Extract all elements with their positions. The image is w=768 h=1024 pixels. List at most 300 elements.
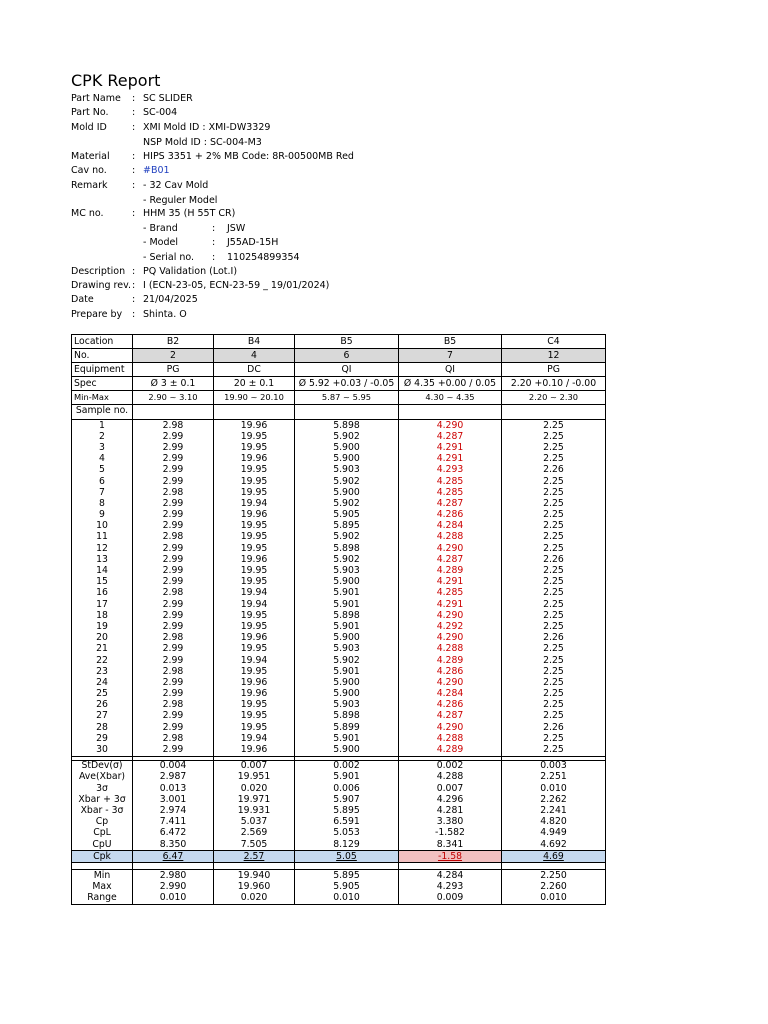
header-value: HIPS 3351 + 2% MB Code: 8R-00500MB Red — [143, 151, 354, 162]
stat-value: 0.004 — [133, 760, 214, 772]
header-label: Remark — [71, 180, 108, 191]
header-colon: : — [132, 294, 136, 305]
sample-value: 5.900 — [295, 442, 399, 453]
sample-value: 2.99 — [133, 711, 214, 722]
stat-value: 2.974 — [133, 805, 214, 816]
mc-detail-label: - Serial no. — [143, 252, 195, 263]
sample-value: 5.902 — [295, 655, 399, 666]
stat-value: 2.251 — [502, 772, 606, 783]
header-label: Drawing rev. — [71, 280, 131, 291]
header-value: SC-004 — [143, 107, 178, 118]
sample-value: 19.95 — [214, 532, 295, 543]
sample-row — [72, 498, 606, 509]
equipment-row-label: Equipment — [72, 363, 133, 377]
sample-number: 29 — [72, 733, 133, 744]
sample-value: 5.898 — [295, 711, 399, 722]
sample-value: 2.25 — [502, 744, 606, 756]
sample-value: 5.901 — [295, 588, 399, 599]
location-row-cell: B5 — [295, 335, 399, 349]
summary-label: Max — [72, 882, 133, 893]
sample-row — [72, 442, 606, 453]
blank-cell — [295, 863, 399, 870]
header-value: HHM 35 (H 55T CR) — [143, 208, 236, 219]
sample-value: 4.288 — [399, 532, 502, 543]
sample-number: 26 — [72, 700, 133, 711]
header-colon: : — [132, 280, 136, 291]
sample-header-cell — [399, 405, 502, 420]
header-colon: : — [132, 266, 136, 277]
sample-number: 5 — [72, 465, 133, 476]
stat-value: 0.002 — [399, 760, 502, 772]
stat-value: -1.582 — [399, 828, 502, 839]
cpk-row — [72, 851, 606, 863]
location-row-cell: B2 — [133, 335, 214, 349]
sample-number: 9 — [72, 510, 133, 521]
mc-detail-value: 110254899354 — [227, 252, 300, 263]
sample-row — [72, 431, 606, 442]
sample-value: 4.287 — [399, 498, 502, 509]
sample-value: 19.95 — [214, 521, 295, 532]
spec-row-label: Spec — [72, 377, 133, 391]
stat-label: 3σ — [72, 783, 133, 794]
summary-value: 4.293 — [399, 882, 502, 893]
sample-value: 2.25 — [502, 420, 606, 432]
no-row-label: No. — [72, 349, 133, 363]
sample-value: 2.25 — [502, 442, 606, 453]
sample-value: 5.902 — [295, 554, 399, 565]
sample-value: 4.287 — [399, 554, 502, 565]
header-label: Material — [71, 151, 110, 162]
sample-row — [72, 543, 606, 554]
sample-value: 4.290 — [399, 610, 502, 621]
sample-value: 5.900 — [295, 677, 399, 688]
mc-detail-value: J55AD-15H — [227, 237, 279, 248]
sample-value: 2.99 — [133, 465, 214, 476]
equipment-row-cell: DC — [214, 363, 295, 377]
sample-number: 30 — [72, 744, 133, 756]
sample-value: 4.287 — [399, 431, 502, 442]
stat-value: 6.472 — [133, 828, 214, 839]
sample-value: 4.291 — [399, 442, 502, 453]
stat-row — [72, 794, 606, 805]
sample-value: 2.25 — [502, 599, 606, 610]
sample-number: 12 — [72, 543, 133, 554]
spec-row-cell: Ø 4.35 +0.00 / 0.05 — [399, 377, 502, 391]
stat-row — [72, 760, 606, 772]
minmax-row-cell: 19.90 ~ 20.10 — [214, 391, 295, 405]
sample-number: 15 — [72, 577, 133, 588]
header-value: SC SLIDER — [143, 93, 193, 104]
stat-value: 0.020 — [214, 783, 295, 794]
summary-row — [72, 893, 606, 905]
sample-row — [72, 565, 606, 576]
sample-row — [72, 476, 606, 487]
sample-value: 4.290 — [399, 677, 502, 688]
sample-value: 19.95 — [214, 711, 295, 722]
sample-number: 19 — [72, 621, 133, 632]
mc-detail-colon: : — [212, 252, 216, 263]
location-row-cell: B5 — [399, 335, 502, 349]
stat-value: 5.907 — [295, 794, 399, 805]
sample-value: 5.903 — [295, 644, 399, 655]
sample-value: 4.291 — [399, 577, 502, 588]
sample-value: 2.25 — [502, 733, 606, 744]
header-value: PQ Validation (Lot.I) — [143, 266, 238, 277]
summary-value: 2.250 — [502, 870, 606, 882]
sample-value: 19.95 — [214, 476, 295, 487]
sample-row — [72, 487, 606, 498]
sample-number: 4 — [72, 454, 133, 465]
sample-value: 2.25 — [502, 644, 606, 655]
sample-number: 10 — [72, 521, 133, 532]
blank-cell — [214, 863, 295, 870]
minmax-row-cell: 5.87 ~ 5.95 — [295, 391, 399, 405]
sample-value: 19.96 — [214, 420, 295, 432]
stat-value: 4.820 — [502, 817, 606, 828]
sample-value: 5.900 — [295, 487, 399, 498]
sample-value: 2.98 — [133, 487, 214, 498]
sample-value: 2.25 — [502, 655, 606, 666]
stat-row — [72, 805, 606, 816]
header-label: Date — [71, 294, 94, 305]
sample-row — [72, 722, 606, 733]
sample-value: 2.99 — [133, 621, 214, 632]
sample-value: 19.95 — [214, 666, 295, 677]
sample-value: 19.95 — [214, 465, 295, 476]
stat-value: 0.006 — [295, 783, 399, 794]
report-title: CPK Report — [71, 71, 161, 90]
sample-value: 19.95 — [214, 621, 295, 632]
sample-value: 19.94 — [214, 599, 295, 610]
sample-value: 4.288 — [399, 644, 502, 655]
sample-value: 19.96 — [214, 677, 295, 688]
location-row-cell: B4 — [214, 335, 295, 349]
stat-value: 4.281 — [399, 805, 502, 816]
sample-value: 2.99 — [133, 521, 214, 532]
stat-row — [72, 772, 606, 783]
stat-value: 7.505 — [214, 839, 295, 851]
mc-detail-value: JSW — [227, 223, 246, 234]
sample-value: 2.98 — [133, 733, 214, 744]
sample-value: 2.99 — [133, 431, 214, 442]
cpk-label: Cpk — [72, 851, 133, 863]
mc-detail-colon: : — [212, 223, 216, 234]
sample-value: 2.99 — [133, 610, 214, 621]
cpk-value: -1.58 — [399, 851, 502, 863]
sample-value: 5.898 — [295, 420, 399, 432]
sample-value: 5.902 — [295, 532, 399, 543]
sample-value: 5.900 — [295, 577, 399, 588]
summary-label: Range — [72, 893, 133, 905]
spec-row-cell: Ø 3 ± 0.1 — [133, 377, 214, 391]
stat-value: 2.241 — [502, 805, 606, 816]
minmax-row — [72, 391, 606, 405]
stat-value: 4.296 — [399, 794, 502, 805]
summary-value: 5.895 — [295, 870, 399, 882]
header-value-line2: NSP Mold ID : SC-004-M3 — [143, 136, 262, 148]
summary-row — [72, 882, 606, 893]
no-row-cell: 2 — [133, 349, 214, 363]
sample-value: 2.98 — [133, 420, 214, 432]
equipment-row-cell: PG — [502, 363, 606, 377]
sample-value: 5.903 — [295, 465, 399, 476]
sample-value: 5.905 — [295, 510, 399, 521]
sample-value: 19.96 — [214, 744, 295, 756]
sample-value: 2.99 — [133, 577, 214, 588]
blank-cell — [72, 863, 133, 870]
sample-number: 22 — [72, 655, 133, 666]
header-colon: : — [132, 208, 136, 219]
sample-row — [72, 532, 606, 543]
sample-number: 3 — [72, 442, 133, 453]
no-row-cell: 4 — [214, 349, 295, 363]
no-row-cell: 6 — [295, 349, 399, 363]
spec-row-cell: Ø 5.92 +0.03 / -0.05 — [295, 377, 399, 391]
sample-row — [72, 610, 606, 621]
stat-label: CpL — [72, 828, 133, 839]
sample-value: 2.26 — [502, 633, 606, 644]
sample-row — [72, 588, 606, 599]
sample-value: 19.96 — [214, 454, 295, 465]
sample-header-cell — [214, 405, 295, 420]
sample-row — [72, 744, 606, 756]
sample-number: 11 — [72, 532, 133, 543]
stat-value: 0.007 — [214, 760, 295, 772]
stat-row — [72, 839, 606, 851]
no-row-cell: 12 — [502, 349, 606, 363]
sample-value: 2.25 — [502, 454, 606, 465]
sample-value: 2.25 — [502, 689, 606, 700]
sample-value: 2.99 — [133, 510, 214, 521]
sample-value: 19.95 — [214, 577, 295, 588]
sample-number: 16 — [72, 588, 133, 599]
summary-value: 2.990 — [133, 882, 214, 893]
stat-label: Xbar + 3σ — [72, 794, 133, 805]
sample-row — [72, 666, 606, 677]
sample-value: 2.99 — [133, 454, 214, 465]
sample-value: 5.903 — [295, 700, 399, 711]
sample-value: 19.96 — [214, 510, 295, 521]
sample-value: 2.25 — [502, 521, 606, 532]
summary-row — [72, 870, 606, 882]
header-label: Prepare by — [71, 309, 123, 320]
equipment-row — [72, 363, 606, 377]
no-row — [72, 349, 606, 363]
sample-value: 19.95 — [214, 722, 295, 733]
mc-detail-label: - Brand — [143, 223, 178, 234]
sample-value: 4.290 — [399, 722, 502, 733]
sample-value: 4.286 — [399, 666, 502, 677]
header-colon: : — [132, 151, 136, 162]
stat-value: 4.288 — [399, 772, 502, 783]
cpk-table — [71, 334, 606, 905]
stat-value: 0.007 — [399, 783, 502, 794]
header-value: I (ECN-23-05, ECN-23-59 _ 19/01/2024) — [143, 280, 330, 291]
sample-value: 5.901 — [295, 599, 399, 610]
sample-value: 2.98 — [133, 666, 214, 677]
sample-value: 19.95 — [214, 543, 295, 554]
blank-cell — [133, 863, 214, 870]
header-label: Part No. — [71, 107, 109, 118]
sample-value: 4.291 — [399, 599, 502, 610]
mc-detail-colon: : — [212, 237, 216, 248]
minmax-row-cell: 4.30 ~ 4.35 — [399, 391, 502, 405]
sample-value: 2.99 — [133, 744, 214, 756]
summary-value: 4.284 — [399, 870, 502, 882]
sample-value: 4.286 — [399, 700, 502, 711]
sample-value: 2.26 — [502, 554, 606, 565]
location-row-cell: C4 — [502, 335, 606, 349]
location-row-label: Location — [72, 335, 133, 349]
sample-value: 19.95 — [214, 610, 295, 621]
sample-header-cell — [295, 405, 399, 420]
minmax-row-cell: 2.20 ~ 2.30 — [502, 391, 606, 405]
sample-value: 19.94 — [214, 588, 295, 599]
summary-value: 0.020 — [214, 893, 295, 905]
sample-value: 5.898 — [295, 610, 399, 621]
sample-value: 2.25 — [502, 431, 606, 442]
mc-detail-label: - Model — [143, 237, 178, 248]
sample-value: 4.285 — [399, 588, 502, 599]
stat-value: 5.901 — [295, 772, 399, 783]
stat-value: 5.895 — [295, 805, 399, 816]
sample-value: 5.895 — [295, 521, 399, 532]
header-label: Mold ID — [71, 122, 107, 133]
sample-value: 4.291 — [399, 454, 502, 465]
sample-value: 2.99 — [133, 565, 214, 576]
sample-value: 5.902 — [295, 476, 399, 487]
sample-value: 2.99 — [133, 543, 214, 554]
sample-value: 2.25 — [502, 610, 606, 621]
sample-value: 4.289 — [399, 744, 502, 756]
sample-value: 2.99 — [133, 476, 214, 487]
sample-value: 4.289 — [399, 655, 502, 666]
sample-value: 2.25 — [502, 711, 606, 722]
stat-value: 8.129 — [295, 839, 399, 851]
header-colon: : — [132, 122, 136, 133]
sample-value: 2.25 — [502, 565, 606, 576]
sample-value: 19.95 — [214, 431, 295, 442]
stat-value: 8.350 — [133, 839, 214, 851]
sample-value: 19.94 — [214, 498, 295, 509]
header-value: #B01 — [143, 165, 170, 176]
sample-value: 2.25 — [502, 577, 606, 588]
stat-label: Ave(Xbar) — [72, 772, 133, 783]
sample-number: 21 — [72, 644, 133, 655]
sample-row — [72, 633, 606, 644]
sample-value: 5.901 — [295, 733, 399, 744]
sample-value: 2.25 — [502, 487, 606, 498]
sample-value: 5.900 — [295, 689, 399, 700]
sample-value: 5.899 — [295, 722, 399, 733]
summary-value: 0.010 — [295, 893, 399, 905]
header-value: XMI Mold ID : XMI-DW3329 — [143, 122, 271, 133]
header-colon: : — [132, 107, 136, 118]
stat-row — [72, 817, 606, 828]
sample-value: 2.99 — [133, 498, 214, 509]
stat-value: 19.931 — [214, 805, 295, 816]
sample-header-cell — [502, 405, 606, 420]
sample-value: 5.902 — [295, 498, 399, 509]
spec-row-cell: 20 ± 0.1 — [214, 377, 295, 391]
minmax-row-label: Min-Max — [72, 391, 133, 405]
stat-value: 6.591 — [295, 817, 399, 828]
sample-value: 19.95 — [214, 565, 295, 576]
sample-value: 4.289 — [399, 565, 502, 576]
stat-row — [72, 828, 606, 839]
stat-value: 0.013 — [133, 783, 214, 794]
summary-value: 2.980 — [133, 870, 214, 882]
sample-value: 2.25 — [502, 543, 606, 554]
sample-row — [72, 621, 606, 632]
stat-value: 2.569 — [214, 828, 295, 839]
stat-value: 3.380 — [399, 817, 502, 828]
sample-value: 19.96 — [214, 554, 295, 565]
sample-value: 2.25 — [502, 588, 606, 599]
sample-value: 2.25 — [502, 666, 606, 677]
sample-value: 2.98 — [133, 700, 214, 711]
summary-value: 0.010 — [502, 893, 606, 905]
sample-value: 5.900 — [295, 744, 399, 756]
sample-value: 2.98 — [133, 532, 214, 543]
sample-value: 2.25 — [502, 621, 606, 632]
spec-row — [72, 377, 606, 391]
sample-row — [72, 521, 606, 532]
sample-row — [72, 465, 606, 476]
sample-row — [72, 554, 606, 565]
sample-row — [72, 577, 606, 588]
summary-value: 19.940 — [214, 870, 295, 882]
sample-value: 4.290 — [399, 633, 502, 644]
sample-number: 24 — [72, 677, 133, 688]
sample-value: 4.287 — [399, 711, 502, 722]
sample-value: 5.901 — [295, 621, 399, 632]
header-colon: : — [132, 165, 136, 176]
stat-value: 2.987 — [133, 772, 214, 783]
sample-value: 19.96 — [214, 689, 295, 700]
summary-value: 2.260 — [502, 882, 606, 893]
sample-value: 4.288 — [399, 733, 502, 744]
sample-value: 2.98 — [133, 588, 214, 599]
sample-row — [72, 711, 606, 722]
sample-value: 5.900 — [295, 633, 399, 644]
sample-row — [72, 510, 606, 521]
sample-value: 2.25 — [502, 476, 606, 487]
sample-number: 14 — [72, 565, 133, 576]
sample-value: 2.99 — [133, 677, 214, 688]
sample-number: 8 — [72, 498, 133, 509]
sample-row — [72, 700, 606, 711]
stat-row — [72, 783, 606, 794]
minmax-row-cell: 2.90 ~ 3.10 — [133, 391, 214, 405]
sample-number: 20 — [72, 633, 133, 644]
sample-number: 28 — [72, 722, 133, 733]
sample-value: 2.25 — [502, 510, 606, 521]
sample-number: 1 — [72, 420, 133, 432]
header-label: Description — [71, 266, 126, 277]
header-colon: : — [132, 180, 136, 191]
sample-value: 2.99 — [133, 644, 214, 655]
sample-value: 4.285 — [399, 487, 502, 498]
sample-value: 2.25 — [502, 677, 606, 688]
summary-value: 0.009 — [399, 893, 502, 905]
sample-value: 4.285 — [399, 476, 502, 487]
sample-value: 4.290 — [399, 543, 502, 554]
sample-value: 19.95 — [214, 644, 295, 655]
sample-value: 5.903 — [295, 565, 399, 576]
blank-cell — [399, 863, 502, 870]
stat-label: StDev(σ) — [72, 760, 133, 772]
